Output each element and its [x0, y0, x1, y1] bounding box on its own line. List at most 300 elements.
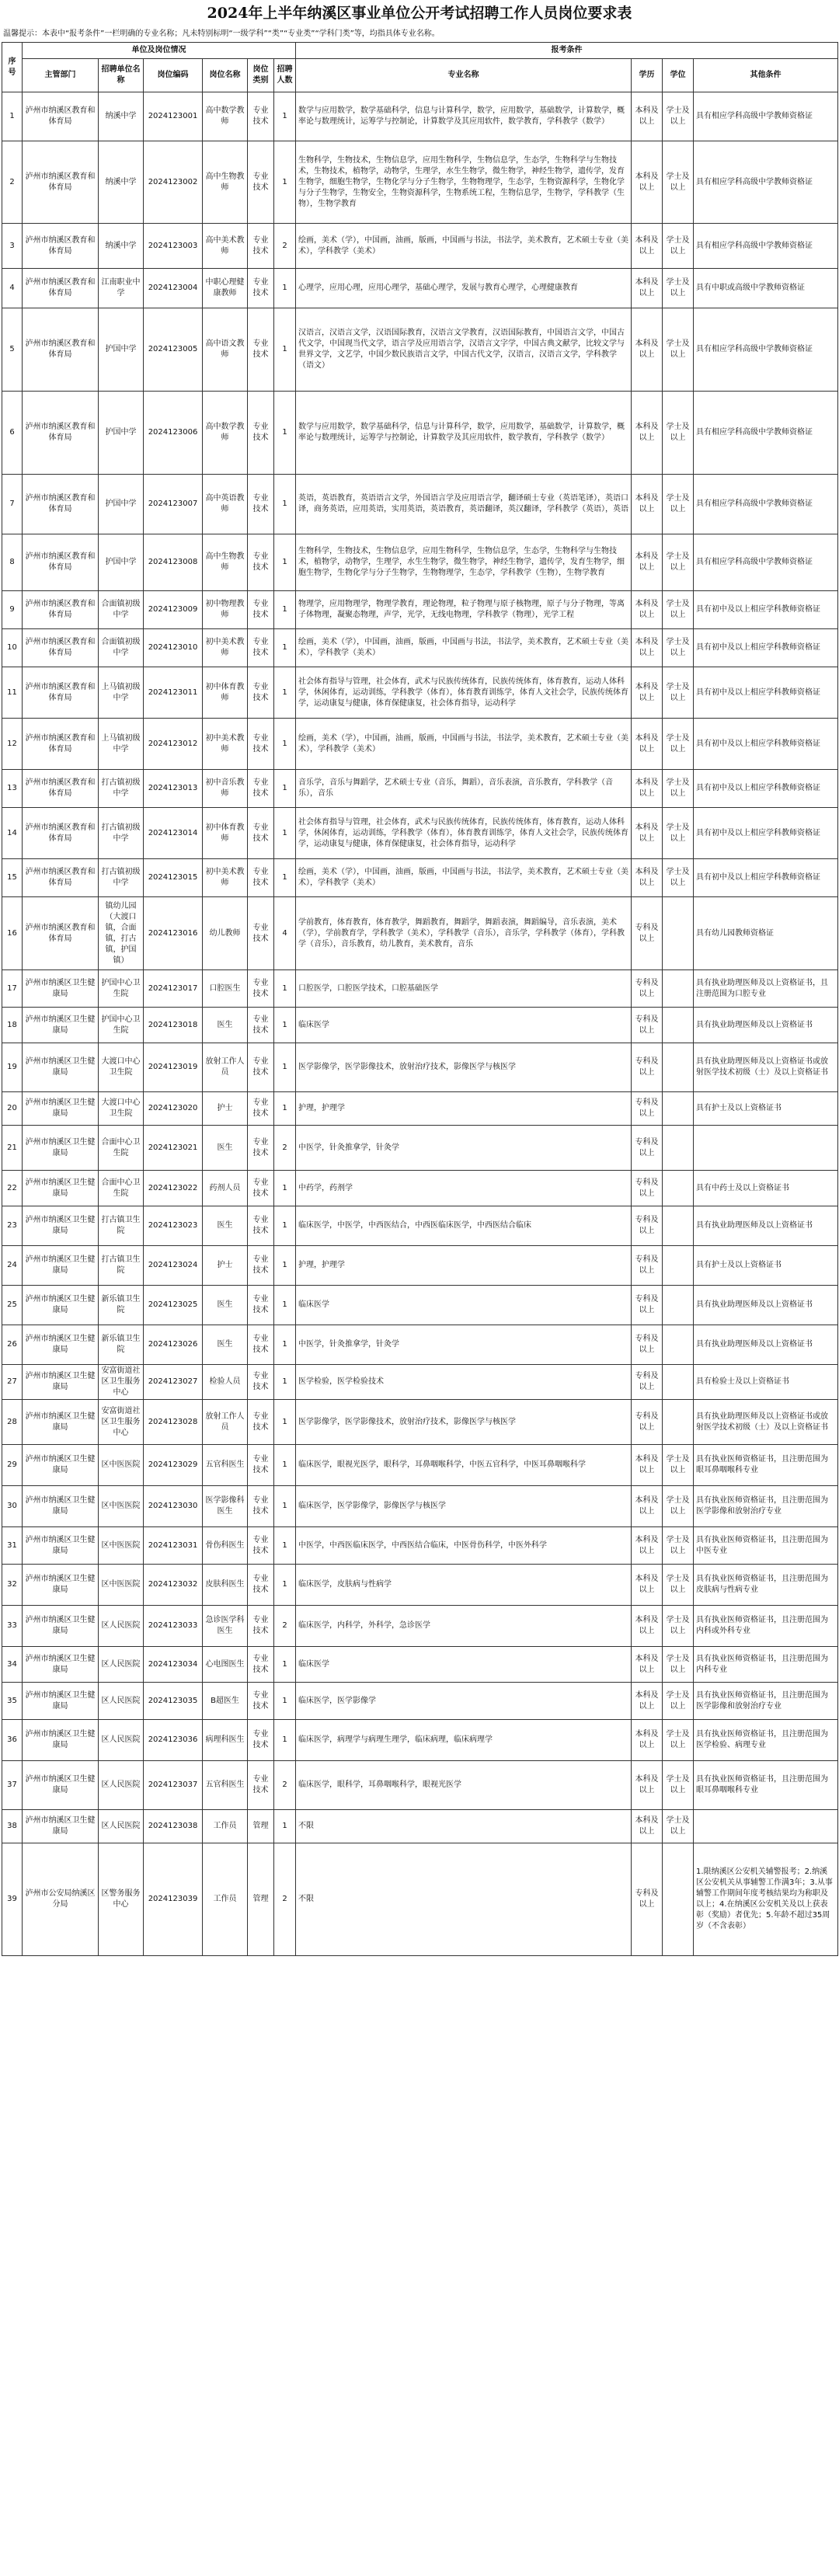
table-cell-dept: 泸州市纳溪区卫生健康局	[23, 1527, 99, 1565]
table-cell-seq: 18	[2, 1008, 23, 1043]
table-cell-name: 幼儿教师	[203, 897, 248, 970]
table-row	[2, 1206, 838, 1246]
table-cell-num: 1	[274, 629, 296, 667]
table-cell-code: 2024123009	[144, 591, 203, 629]
table-cell-major: 临床医学，眼视光医学，眼科学，耳鼻咽喉科学，中医五官科学，中医耳鼻咽喉科学	[296, 1445, 632, 1486]
table-cell-code: 2024123008	[144, 534, 203, 591]
table-cell-major: 临床医学，中医学，中西医结合，中西医临床医学，中西医结合临床	[296, 1206, 632, 1246]
table-cell-dept: 泸州市纳溪区卫生健康局	[23, 1683, 99, 1720]
table-cell-name: 病理科医生	[203, 1720, 248, 1761]
table-cell-type: 专业技术	[248, 770, 274, 808]
table-cell-name: 高中语文教师	[203, 308, 248, 392]
table-cell-code: 2024123002	[144, 141, 203, 224]
table-cell-name: 心电图医生	[203, 1647, 248, 1683]
table-cell-name: 医生	[203, 1206, 248, 1246]
table-header-row	[2, 59, 838, 92]
table-row	[2, 1043, 838, 1092]
table-cell-major: 医学检验，医学检验技术	[296, 1365, 632, 1400]
table-cell-degree: 学士及以上	[663, 719, 694, 770]
table-cell-degree	[663, 1206, 694, 1246]
table-row	[2, 475, 838, 534]
table-cell-num: 2	[274, 1126, 296, 1171]
table-cell-code: 2024123031	[144, 1527, 203, 1565]
table-cell-other: 具有检验士及以上资格证书	[694, 1365, 838, 1400]
table-cell-dept: 泸州市纳溪区卫生健康局	[23, 1606, 99, 1647]
table-row	[2, 970, 838, 1008]
table-cell-type: 专业技术	[248, 308, 274, 392]
table-cell-other: 1.限纳溪区公安机关辅警报考；2.纳溪区公安机关从事辅警工作满3年；3.从事辅警工作期间年度考核结果均为称职及以上；4.在纳溪区公安机关及以上获表彰（奖励）者优先；5.年龄不超过35周岁（不含表彰）	[694, 1843, 838, 1956]
table-cell-code: 2024123029	[144, 1445, 203, 1486]
table-cell-major: 中药学，药剂学	[296, 1171, 632, 1206]
table-cell-dept: 泸州市纳溪区教育和体育局	[23, 308, 99, 392]
table-cell-seq: 36	[2, 1720, 23, 1761]
table-row	[2, 1008, 838, 1043]
table-cell-degree: 学士及以上	[663, 141, 694, 224]
table-cell-code: 2024123004	[144, 269, 203, 308]
table-cell-name: 药剂人员	[203, 1171, 248, 1206]
table-cell-seq: 13	[2, 770, 23, 808]
table-row	[2, 1400, 838, 1445]
table-row	[2, 1365, 838, 1400]
table-cell-degree: 学士及以上	[663, 1683, 694, 1720]
table-row	[2, 667, 838, 719]
table-cell-code: 2024123036	[144, 1720, 203, 1761]
table-cell-major: 音乐学，音乐与舞蹈学，艺术硕士专业（音乐，舞蹈），音乐表演，音乐教育，学科教学（音乐），音乐	[296, 770, 632, 808]
table-cell-unit: 区人民医院	[99, 1647, 144, 1683]
table-cell-num: 1	[274, 269, 296, 308]
table-cell-num: 1	[274, 1206, 296, 1246]
table-cell-major: 中医学，中西医临床医学，中西医结合临床，中医骨伤科学，中医外科学	[296, 1527, 632, 1565]
table-cell-edu: 本科及以上	[632, 1565, 663, 1606]
table-cell-major: 社会体育指导与管理，社会体育，武术与民族传统体育，民族传统体育，体育教育，运动人体科学，休闲体育，运动训练，学科教学（体育），体育教育训练学，体育人文社会学，民族传统体育学，运动康复与健康，体育保健康复，社会体育指导，运动科学	[296, 808, 632, 859]
table-row	[2, 1445, 838, 1486]
table-cell-seq: 25	[2, 1286, 23, 1325]
table-cell-type: 专业技术	[248, 1565, 274, 1606]
table-cell-code: 2024123013	[144, 770, 203, 808]
table-cell-type: 专业技术	[248, 1606, 274, 1647]
table-row	[2, 1286, 838, 1325]
table-cell-type: 专业技术	[248, 1720, 274, 1761]
table-cell-code: 2024123035	[144, 1683, 203, 1720]
table-cell-major: 数学与应用数学，数学基础科学，信息与计算科学，数学，应用数学，基础数学，计算数学，概率论与数理统计，运筹学与控制论，计算数学及其应用软件，数学教育，学科教学（数学）	[296, 92, 632, 141]
table-cell-degree	[663, 1365, 694, 1400]
table-cell-dept: 泸州市纳溪区卫生健康局	[23, 1008, 99, 1043]
table-cell-name: 放射工作人员	[203, 1043, 248, 1092]
table-cell-dept: 泸州市纳溪区教育和体育局	[23, 859, 99, 897]
table-cell-code: 2024123027	[144, 1365, 203, 1400]
table-cell-seq: 6	[2, 392, 23, 475]
table-cell-degree: 学士及以上	[663, 770, 694, 808]
table-cell-unit: 安富街道社区卫生服务中心	[99, 1365, 144, 1400]
table-row	[2, 1606, 838, 1647]
table-cell-unit: 合面镇初级中学	[99, 591, 144, 629]
table-cell-name: 急诊医学科医生	[203, 1606, 248, 1647]
table-cell-code: 2024123016	[144, 897, 203, 970]
table-cell-other: 具有中药士及以上资格证书	[694, 1171, 838, 1206]
table-cell-edu: 本科及以上	[632, 591, 663, 629]
table-cell-type: 专业技术	[248, 629, 274, 667]
table-cell-type: 专业技术	[248, 269, 274, 308]
table-row	[2, 1246, 838, 1286]
table-cell-major: 临床医学，内科学，外科学，急诊医学	[296, 1606, 632, 1647]
table-cell-edu: 专科及以上	[632, 1206, 663, 1246]
table-cell-code: 2024123015	[144, 859, 203, 897]
table-cell-code: 2024123039	[144, 1843, 203, 1956]
table-cell-seq: 20	[2, 1092, 23, 1126]
table-cell-major: 医学影像学，医学影像技术，放射治疗技术，影像医学与核医学	[296, 1400, 632, 1445]
table-cell-other: 具有执业医师资格证书，且注册范围为内科专业	[694, 1647, 838, 1683]
table-cell-code: 2024123025	[144, 1286, 203, 1325]
table-cell-seq: 12	[2, 719, 23, 770]
table-cell-other	[694, 1810, 838, 1843]
table-cell-dept: 泸州市纳溪区教育和体育局	[23, 224, 99, 269]
table-cell-num: 1	[274, 591, 296, 629]
table-cell-num: 1	[274, 1400, 296, 1445]
table-cell-major: 护理，护理学	[296, 1092, 632, 1126]
table-cell-seq: 33	[2, 1606, 23, 1647]
table-cell-code: 2024123030	[144, 1486, 203, 1527]
table-cell-type: 专业技术	[248, 667, 274, 719]
table-cell-unit: 大渡口中心卫生院	[99, 1043, 144, 1092]
table-cell-other: 具有执业医师资格证书，且注册范围为医学影像和放射治疗专业	[694, 1683, 838, 1720]
table-cell-other: 具有执业助理医师及以上资格证书	[694, 1008, 838, 1043]
table-cell-unit: 护国中心卫生院	[99, 1008, 144, 1043]
table-cell-code: 2024123037	[144, 1761, 203, 1810]
table-cell-dept: 泸州市纳溪区卫生健康局	[23, 1092, 99, 1126]
table-cell-other: 具有初中及以上相应学科教师资格证	[694, 770, 838, 808]
table-cell-num: 1	[274, 475, 296, 534]
table-cell-degree: 学士及以上	[663, 1565, 694, 1606]
table-cell-edu: 本科及以上	[632, 392, 663, 475]
table-cell-name: 初中美术教师	[203, 719, 248, 770]
table-cell-num: 1	[274, 770, 296, 808]
table-cell-name: 高中生物教师	[203, 534, 248, 591]
table-cell-code: 2024123005	[144, 308, 203, 392]
table-cell-other	[694, 1126, 838, 1171]
table-cell-name: 高中生物教师	[203, 141, 248, 224]
table-cell-name: 工作员	[203, 1810, 248, 1843]
table-cell-degree: 学士及以上	[663, 808, 694, 859]
header-dept: 主管部门	[23, 59, 99, 92]
table-cell-major: 中医学，针灸推拿学，针灸学	[296, 1325, 632, 1365]
table-cell-num: 1	[274, 1043, 296, 1092]
table-cell-num: 2	[274, 1606, 296, 1647]
table-cell-degree: 学士及以上	[663, 1486, 694, 1527]
table-cell-major: 物理学，应用物理学，物理学教育，理论物理，粒子物理与原子核物理，原子与分子物理，等离子体物理，凝聚态物理，声学，光学，无线电物理，学科教学（物理），光学工程	[296, 591, 632, 629]
table-cell-major: 不限	[296, 1843, 632, 1956]
table-cell-major: 临床医学，医学影像学，影像医学与核医学	[296, 1486, 632, 1527]
page-title: 2024年上半年纳溪区事业单位公开考试招聘工作人员岗位要求表	[207, 5, 632, 22]
table-cell-seq: 4	[2, 269, 23, 308]
table-cell-num: 1	[274, 141, 296, 224]
table-cell-dept: 泸州市纳溪区卫生健康局	[23, 1206, 99, 1246]
table-row	[2, 534, 838, 591]
table-cell-name: 口腔医生	[203, 970, 248, 1008]
table-cell-edu: 本科及以上	[632, 770, 663, 808]
table-row	[2, 1761, 838, 1810]
table-cell-seq: 2	[2, 141, 23, 224]
table-cell-other: 具有初中及以上相应学科教师资格证	[694, 591, 838, 629]
table-cell-degree	[663, 1126, 694, 1171]
table-cell-edu: 本科及以上	[632, 808, 663, 859]
table-cell-major: 临床医学，医学影像学	[296, 1683, 632, 1720]
table-cell-other: 具有相应学科高级中学教师资格证	[694, 392, 838, 475]
table-cell-degree: 学士及以上	[663, 859, 694, 897]
table-cell-num: 1	[274, 1647, 296, 1683]
table-cell-unit: 区人民医院	[99, 1683, 144, 1720]
table-cell-major: 临床医学	[296, 1008, 632, 1043]
table-cell-unit: 打古镇初级中学	[99, 770, 144, 808]
table-cell-type: 专业技术	[248, 1008, 274, 1043]
table-cell-seq: 11	[2, 667, 23, 719]
table-cell-edu: 本科及以上	[632, 667, 663, 719]
table-row	[2, 859, 838, 897]
header-group-conditions: 报考条件	[296, 43, 838, 59]
table-cell-edu: 本科及以上	[632, 308, 663, 392]
table-cell-num: 1	[274, 1246, 296, 1286]
table-cell-edu: 本科及以上	[632, 1810, 663, 1843]
table-cell-name: 初中物理教师	[203, 591, 248, 629]
table-cell-dept: 泸州市纳溪区卫生健康局	[23, 1043, 99, 1092]
table-cell-major: 学前教育，体育教育，体育教学，舞蹈教育，舞蹈学，舞蹈表演，舞蹈编导，音乐表演，美术（学），学前教育学，学科教学（美术），学科教学（音乐），音乐学，学科教学（体育），学科教学（音乐），音乐教育，幼儿教育，美术教育，音乐	[296, 897, 632, 970]
table-cell-dept: 泸州市纳溪区教育和体育局	[23, 897, 99, 970]
table-row	[2, 1486, 838, 1527]
table-cell-major: 生物科学，生物技术，生物信息学，应用生物科学，生物信息学，生态学，生物科学与生物技术，植物学，动物学，生理学，水生生物学，微生物学，神经生物学，遗传学，发育生物学，细胞生物学，生物化学与分子生物学，生物物理学，生态学，学科教学（生物），生物学教育	[296, 534, 632, 591]
table-cell-seq: 16	[2, 897, 23, 970]
table-cell-other: 具有执业助理医师及以上资格证书或放射医学技术初级（士）及以上资格证书	[694, 1043, 838, 1092]
table-cell-num: 1	[274, 534, 296, 591]
table-cell-dept: 泸州市纳溪区卫生健康局	[23, 1565, 99, 1606]
table-cell-major: 生物科学，生物技术，生物信息学，应用生物科学，生物信息学，生态学，生物科学与生物技术，生物技术，植物学，动物学，生理学，水生生物学，微生物学，神经生物学，遗传学，发育生物学，细胞生物学，生物化学与分子生物学，生物物理学，生态学，生物资源科学，生物化学与分子生物学，生物安全，生物资源科学，生物系统工程，生物信息学，生物学，学科教学（生物），生物学教育	[296, 141, 632, 224]
table-cell-other: 具有执业医师资格证书，且注册范围为眼耳鼻咽喉科专业	[694, 1761, 838, 1810]
table-cell-degree: 学士及以上	[663, 1527, 694, 1565]
table-cell-seq: 23	[2, 1206, 23, 1246]
table-cell-type: 专业技术	[248, 1092, 274, 1126]
table-cell-dept: 泸州市纳溪区教育和体育局	[23, 719, 99, 770]
table-cell-major: 绘画，美术（学），中国画，油画，版画，中国画与书法，书法学，美术教育，艺术硕士专业（美术），学科教学（美术）	[296, 629, 632, 667]
table-cell-type: 专业技术	[248, 1325, 274, 1365]
table-cell-unit: 区人民医院	[99, 1761, 144, 1810]
table-cell-dept: 泸州市纳溪区教育和体育局	[23, 92, 99, 141]
table-row	[2, 629, 838, 667]
table-cell-code: 2024123011	[144, 667, 203, 719]
table-cell-dept: 泸州市纳溪区卫生健康局	[23, 1445, 99, 1486]
table-cell-seq: 39	[2, 1843, 23, 1956]
table-cell-name: 五官科医生	[203, 1445, 248, 1486]
table-cell-name: 高中英语教师	[203, 475, 248, 534]
table-cell-seq: 21	[2, 1126, 23, 1171]
table-row	[2, 719, 838, 770]
table-cell-edu: 专科及以上	[632, 1325, 663, 1365]
table-cell-dept: 泸州市纳溪区卫生健康局	[23, 1126, 99, 1171]
table-cell-other: 具有执业助理医师及以上资格证书，且注册范围为口腔专业	[694, 970, 838, 1008]
table-cell-num: 1	[274, 1445, 296, 1486]
table-cell-name: 护士	[203, 1092, 248, 1126]
table-cell-code: 2024123017	[144, 970, 203, 1008]
table-cell-edu: 专科及以上	[632, 1843, 663, 1956]
table-cell-code: 2024123021	[144, 1126, 203, 1171]
table-cell-code: 2024123018	[144, 1008, 203, 1043]
table-cell-unit: 上马镇初级中学	[99, 719, 144, 770]
table-row	[2, 1565, 838, 1606]
table-cell-name: 医生	[203, 1008, 248, 1043]
table-cell-degree: 学士及以上	[663, 269, 694, 308]
table-cell-seq: 38	[2, 1810, 23, 1843]
table-cell-edu: 专科及以上	[632, 1246, 663, 1286]
table-cell-edu: 本科及以上	[632, 719, 663, 770]
table-cell-edu: 本科及以上	[632, 141, 663, 224]
table-cell-seq: 29	[2, 1445, 23, 1486]
table-cell-num: 1	[274, 1810, 296, 1843]
table-row	[2, 92, 838, 141]
table-cell-other: 具有中职或高级中学教师资格证	[694, 269, 838, 308]
table-cell-seq: 10	[2, 629, 23, 667]
table-cell-code: 2024123024	[144, 1246, 203, 1286]
table-cell-seq: 3	[2, 224, 23, 269]
table-cell-dept: 泸州市纳溪区卫生健康局	[23, 1486, 99, 1527]
table-cell-degree: 学士及以上	[663, 1810, 694, 1843]
table-cell-degree	[663, 897, 694, 970]
table-cell-num: 1	[274, 1171, 296, 1206]
table-cell-num: 1	[274, 1683, 296, 1720]
table-cell-code: 2024123001	[144, 92, 203, 141]
table-cell-code: 2024123003	[144, 224, 203, 269]
table-row	[2, 308, 838, 392]
table-cell-other: 具有执业医师资格证书，且注册范围为中医专业	[694, 1527, 838, 1565]
table-cell-dept: 泸州市纳溪区教育和体育局	[23, 591, 99, 629]
table-cell-code: 2024123033	[144, 1606, 203, 1647]
table-row	[2, 1720, 838, 1761]
table-cell-other: 具有护士及以上资格证书	[694, 1092, 838, 1126]
table-cell-other: 具有初中及以上相应学科教师资格证	[694, 629, 838, 667]
table-cell-unit: 区中医医院	[99, 1527, 144, 1565]
table-cell-other: 具有执业助理医师及以上资格证书	[694, 1325, 838, 1365]
table-cell-type: 专业技术	[248, 1683, 274, 1720]
table-cell-code: 2024123019	[144, 1043, 203, 1092]
table-cell-dept: 泸州市纳溪区卫生健康局	[23, 1647, 99, 1683]
table-cell-edu: 本科及以上	[632, 1720, 663, 1761]
table-cell-unit: 打古镇初级中学	[99, 859, 144, 897]
table-cell-unit: 合面中心卫生院	[99, 1171, 144, 1206]
table-cell-degree	[663, 1043, 694, 1092]
table-cell-degree	[663, 1325, 694, 1365]
table-row	[2, 1171, 838, 1206]
table-cell-degree: 学士及以上	[663, 591, 694, 629]
table-cell-major: 绘画，美术（学），中国画，油画，版画，中国画与书法，书法学，美术教育，艺术硕士专业（美术），学科教学（美术）	[296, 719, 632, 770]
table-cell-unit: 合面中心卫生院	[99, 1126, 144, 1171]
table-body	[2, 92, 838, 1956]
table-cell-num: 1	[274, 1092, 296, 1126]
table-cell-num: 1	[274, 308, 296, 392]
header-other: 其他条件	[694, 59, 838, 92]
table-cell-num: 1	[274, 1286, 296, 1325]
table-cell-edu: 本科及以上	[632, 92, 663, 141]
table-cell-degree: 学士及以上	[663, 1606, 694, 1647]
table-cell-other: 具有执业医师资格证书，且注册范围为皮肤病与性病专业	[694, 1565, 838, 1606]
table-cell-name: 医学影像科医生	[203, 1486, 248, 1527]
table-row	[2, 224, 838, 269]
header-type: 岗位类别	[248, 59, 274, 92]
table-cell-degree: 学士及以上	[663, 92, 694, 141]
table-cell-other: 具有护士及以上资格证书	[694, 1246, 838, 1286]
table-cell-other: 具有相应学科高级中学教师资格证	[694, 141, 838, 224]
table-cell-code: 2024123012	[144, 719, 203, 770]
table-cell-unit: 上马镇初级中学	[99, 667, 144, 719]
table-cell-code: 2024123028	[144, 1400, 203, 1445]
table-row	[2, 1092, 838, 1126]
table-cell-dept: 泸州市纳溪区卫生健康局	[23, 1246, 99, 1286]
table-cell-edu: 专科及以上	[632, 1008, 663, 1043]
table-cell-seq: 28	[2, 1400, 23, 1445]
table-cell-edu: 本科及以上	[632, 859, 663, 897]
table-row	[2, 1810, 838, 1843]
table-cell-type: 专业技术	[248, 92, 274, 141]
table-cell-degree: 学士及以上	[663, 475, 694, 534]
table-cell-type: 专业技术	[248, 1043, 274, 1092]
table-cell-other: 具有相应学科高级中学教师资格证	[694, 308, 838, 392]
table-cell-edu: 本科及以上	[632, 629, 663, 667]
table-cell-seq: 37	[2, 1761, 23, 1810]
table-cell-name: 初中音乐教师	[203, 770, 248, 808]
table-cell-type: 专业技术	[248, 392, 274, 475]
table-cell-major: 临床医学	[296, 1286, 632, 1325]
table-cell-edu: 专科及以上	[632, 1171, 663, 1206]
table-row	[2, 392, 838, 475]
table-cell-unit: 护国中学	[99, 308, 144, 392]
table-cell-code: 2024123032	[144, 1565, 203, 1606]
table-cell-num: 2	[274, 224, 296, 269]
table-cell-dept: 泸州市纳溪区教育和体育局	[23, 269, 99, 308]
table-cell-num: 1	[274, 1008, 296, 1043]
table-cell-name: 初中体育教师	[203, 667, 248, 719]
table-cell-type: 专业技术	[248, 1365, 274, 1400]
table-cell-seq: 17	[2, 970, 23, 1008]
table-cell-unit: 打古镇初级中学	[99, 808, 144, 859]
table-cell-unit: 江南职业中学	[99, 269, 144, 308]
table-row	[2, 1683, 838, 1720]
table-cell-code: 2024123023	[144, 1206, 203, 1246]
hint-text: 温馨提示：本表中“报考条件”一栏明确的专业名称；凡未特别标明“一级学科”“类”“专业类”“学科门类”等，均指具体专业名称。	[3, 30, 440, 38]
table-row	[2, 1843, 838, 1956]
table-cell-major: 中医学，针灸推拿学，针灸学	[296, 1126, 632, 1171]
header-seq: 序号	[2, 43, 23, 92]
table-cell-degree	[663, 1092, 694, 1126]
table-cell-num: 1	[274, 1486, 296, 1527]
table-cell-code: 2024123034	[144, 1647, 203, 1683]
table-cell-type: 专业技术	[248, 141, 274, 224]
table-cell-major: 英语，英语教育，英语语言文学，外国语言学及应用语言学，翻译硕士专业（英语笔译），英语口译，商务英语，应用英语，实用英语，英语教育，英语翻译，英汉翻译，学科教学（英语），英语	[296, 475, 632, 534]
table-cell-unit: 纳溪中学	[99, 141, 144, 224]
table-cell-major: 临床医学	[296, 1647, 632, 1683]
table-cell-type: 专业技术	[248, 808, 274, 859]
table-cell-other: 具有相应学科高级中学教师资格证	[694, 475, 838, 534]
table-cell-dept: 泸州市纳溪区教育和体育局	[23, 141, 99, 224]
table-cell-major: 临床医学，病理学与病理生理学，临床病理，临床病理学	[296, 1720, 632, 1761]
table-cell-other: 具有相应学科高级中学教师资格证	[694, 92, 838, 141]
table-cell-other: 具有初中及以上相应学科教师资格证	[694, 667, 838, 719]
table-row	[2, 897, 838, 970]
table-cell-unit: 合面镇初级中学	[99, 629, 144, 667]
table-cell-other: 具有相应学科高级中学教师资格证	[694, 224, 838, 269]
table-cell-degree	[663, 970, 694, 1008]
table-row	[2, 808, 838, 859]
table-cell-name: 初中美术教师	[203, 629, 248, 667]
table-cell-degree: 学士及以上	[663, 1720, 694, 1761]
table-cell-other: 具有执业助理医师及以上资格证书	[694, 1286, 838, 1325]
table-cell-type: 专业技术	[248, 534, 274, 591]
table-cell-code: 2024123022	[144, 1171, 203, 1206]
table-cell-degree: 学士及以上	[663, 629, 694, 667]
